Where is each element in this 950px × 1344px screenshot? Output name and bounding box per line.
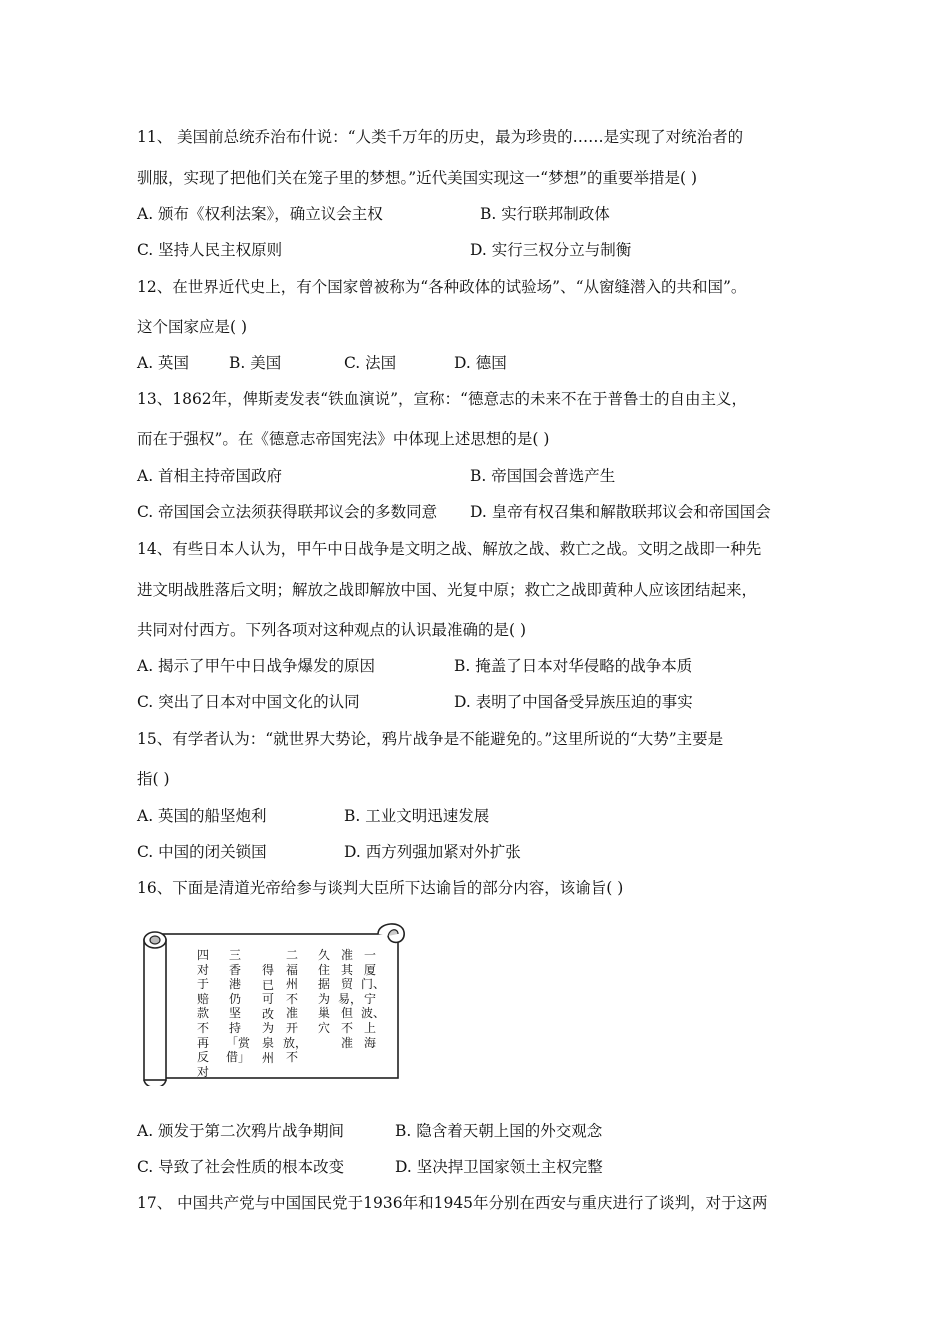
q13-line-2: 而在于强权”。在《德意志帝国宪法》中体现上述思想的是( ): [137, 430, 550, 448]
q11-option-c: C. 坚持人民主权原则: [137, 241, 283, 259]
q15-line-1: 15、有学者认为：“就世界大势论，鸦片战争是不能避免的。”这里所说的“大势”主要是: [137, 730, 724, 748]
q15-option-a: A. 英国的船坚炮利: [137, 807, 267, 825]
q12-option-c: C. 法国: [344, 354, 397, 372]
q12-option-d: D. 德国: [454, 354, 507, 372]
scroll-column-1: 一厦门、宁波、上海: [361, 948, 386, 1050]
q14-line-3: 共同对付西方。下列各项对这种观点的认识最准确的是( ): [137, 621, 527, 639]
q14-option-c: C. 突出了日本对中国文化的认同: [137, 693, 360, 711]
q13-option-c: C. 帝国国会立法须获得联邦议会的多数同意: [137, 503, 438, 521]
q14-option-b: B. 掩盖了日本对华侵略的战争本质: [454, 657, 693, 675]
q16-line-1: 16、下面是清道光帝给参与谈判大臣所下达谕旨的部分内容，该谕旨( ): [137, 879, 624, 897]
q11-option-b: B. 实行联邦制政体: [480, 205, 610, 223]
q14-option-d: D. 表明了中国备受异族压迫的事实: [454, 693, 693, 711]
q15-option-d: D. 西方列强加紧对外扩张: [344, 843, 521, 861]
q11-line-2: 驯服，实现了把他们关在笼子里的梦想。”近代美国实现这一“梦想”的重要举措是( ): [137, 169, 698, 187]
scroll-column-6: 三香港仍坚持「赏借」: [226, 948, 251, 1065]
q13-option-b: B. 帝国国会普选产生: [470, 467, 616, 485]
q16-option-d: D. 坚决捍卫国家领土主权完整: [395, 1158, 603, 1176]
q12-option-a: A. 英国: [137, 354, 190, 372]
q15-option-b: B. 工业文明迅速发展: [344, 807, 490, 825]
q11-line-1: 11、 美国前总统乔治布什说：“人类千万年的历史，最为珍贵的……是实现了对统治者的: [137, 128, 744, 146]
q13-line-1: 13、1862年，俾斯麦发表“铁血演说”，宣称：“德意志的未来不在于普鲁士的自由主义，: [137, 390, 747, 408]
q14-line-2: 进文明战胜落后文明；解放之战即解放中国、光复中原；救亡之战即黄种人应该团结起来，: [137, 581, 758, 599]
q11-option-d: D. 实行三权分立与制衡: [470, 241, 632, 259]
scroll-column-7: 四对于赔款不再反对: [196, 948, 209, 1079]
q15-line-2: 指( ): [137, 770, 170, 788]
q13-option-d: D. 皇帝有权召集和解散联邦议会和帝国国会: [470, 503, 771, 521]
scroll-column-5: 得已可改为泉州: [261, 963, 274, 1065]
q16-option-b: B. 隐含着天朝上国的外交观念: [395, 1122, 603, 1140]
q17-line-1: 17、 中国共产党与中国国民党于1936年和1945年分别在西安与重庆进行了谈判，对于这两: [137, 1194, 768, 1212]
q12-line-1: 12、在世界近代史上，有个国家曾被称为“各种政体的试验场”、“从窗缝潜入的共和国”。: [137, 278, 747, 296]
q14-option-a: A. 揭示了甲午中日战争爆发的原因: [137, 657, 376, 675]
q12-option-b: B. 美国: [229, 354, 282, 372]
q16-option-c: C. 导致了社会性质的根本改变: [137, 1158, 345, 1176]
scroll-column-3: 久住据为巢穴: [317, 948, 330, 1035]
q16-option-a: A. 颁发于第二次鸦片战争期间: [137, 1122, 345, 1140]
q12-line-2: 这个国家应是( ): [137, 318, 248, 336]
q15-option-c: C. 中国的闭关锁国: [137, 843, 267, 861]
scroll-column-2: 准其贸易，但不准: [338, 948, 363, 1050]
scroll-column-4: 二福州不准开放，不: [283, 948, 308, 1065]
q14-line-1: 14、有些日本人认为，甲午中日战争是文明之战、解放之战、救亡之战。文明之战即一种先: [137, 540, 762, 558]
q11-option-a: A. 颁布《权利法案》，确立议会主权: [137, 205, 383, 223]
q13-option-a: A. 首相主持帝国政府: [137, 467, 283, 485]
